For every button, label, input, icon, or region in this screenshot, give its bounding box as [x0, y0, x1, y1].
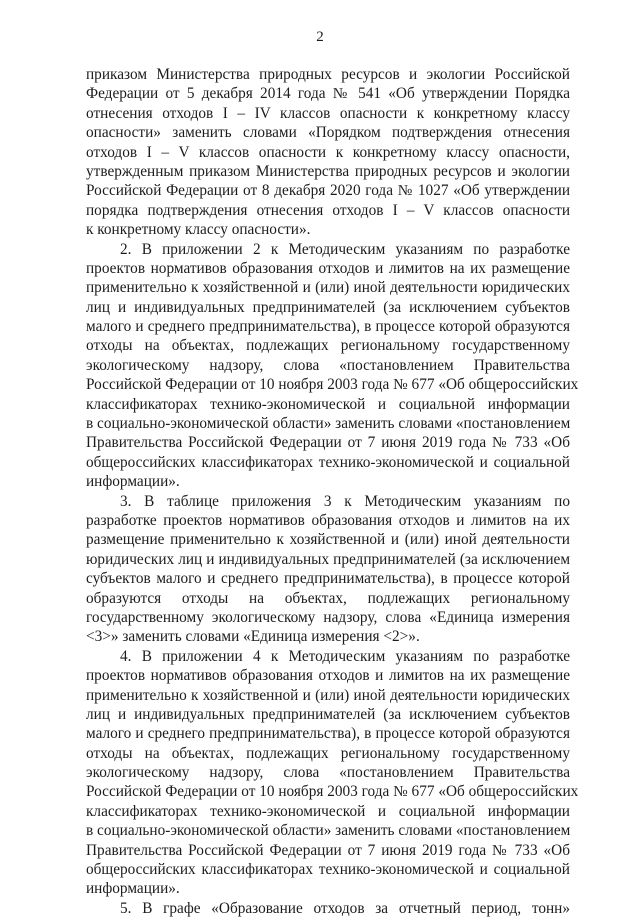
text-line: субъектов малого и среднего предпринимательства), в процессе которой	[86, 570, 570, 588]
text-line: экологическому надзору, слова «постановлением Правительства	[86, 356, 570, 374]
text-line: приказом Министерства природных ресурсов и экологии Российской	[86, 66, 570, 83]
text-line: информации».	[86, 880, 180, 898]
text-line: общероссийских классификаторах технико-экономической и социальной	[86, 861, 570, 879]
document-body	[86, 65, 579, 918]
text-line: 2. В приложении 2 к Методическим указаниям по разработке	[120, 240, 570, 258]
text-line: Российской Федерации от 10 ноября 2003 года № 677 «Об общероссийских	[86, 783, 579, 801]
text-line: <3>» заменить словами «Единица измерения <2>».	[86, 628, 420, 646]
text-line: отходов I – V классов опасности к конкретному классу опасности,	[86, 143, 570, 161]
text-line: информации».	[86, 473, 180, 491]
text-line: Российской Федерации от 10 ноября 2003 года № 677 «Об общероссийских	[86, 376, 579, 394]
text-line: образуются отходы на объектах, подлежащих региональному	[86, 589, 570, 607]
text-line: проектов нормативов образования отходов и лимитов на их размещение	[86, 259, 570, 277]
text-line: юридических лиц и индивидуальных предпринимателей (за исключением	[86, 550, 570, 568]
page-number: 2	[316, 29, 324, 45]
text-line: малого и среднего предпринимательства), в процессе которой образуются	[86, 318, 570, 336]
text-line: Правительства Российской Федерации от 7 июня 2019 года № 733 «Об	[86, 841, 570, 859]
text-line: применительно к хозяйственной и (или) иной деятельности юридических	[86, 686, 570, 704]
text-line: 5. В графе «Образование отходов за отчетный период, тонн»	[120, 899, 570, 917]
text-line: в социально-экономической области» заменить словами «постановлением	[86, 415, 571, 433]
text-line: применительно к хозяйственной и (или) иной деятельности юридических	[86, 279, 570, 297]
text-line: в социально-экономической области» заменить словами «постановлением	[86, 822, 571, 840]
text-line: экологическому надзору, слова «постановлением Правительства	[86, 764, 570, 782]
text-line: Федерации от 5 декабря 2014 года № 541 «Об утверждении Порядка	[86, 85, 570, 103]
text-line: общероссийских классификаторах технико-экономической и социальной	[86, 453, 570, 471]
text-line: проектов нормативов образования отходов и лимитов на их размещение	[86, 667, 570, 685]
text-line: Правительства Российской Федерации от 7 июня 2019 года № 733 «Об	[86, 434, 570, 452]
text-line: порядка подтверждения отнесения отходов I – V классов опасности	[86, 201, 570, 219]
text-line: 3. В таблице приложения 3 к Методическим указаниям по	[120, 492, 570, 510]
text-line: классификаторах технико-экономической и социальной информации	[86, 802, 570, 820]
text-line: лиц и индивидуальных предпринимателей (за исключением субъектов	[86, 298, 570, 316]
text-line: лиц и индивидуальных предпринимателей (за исключением субъектов	[86, 705, 570, 723]
text-line: отходы на объектах, подлежащих региональному государственному	[86, 744, 570, 762]
text-line: государственному экологическому надзору, слова «Единица измерения	[86, 608, 570, 626]
text-line: размещение применительно к хозяйственной и (или) иной деятельности	[86, 531, 570, 549]
text-line: отходы на объектах, подлежащих региональному государственному	[86, 337, 570, 355]
text-line: утвержденным приказом Министерства природных ресурсов и экологии	[86, 162, 570, 180]
text-line: к конкретному классу опасности».	[86, 221, 311, 239]
text-line: классификаторах технико-экономической и социальной информации	[86, 395, 570, 413]
text-line: 4. В приложении 4 к Методическим указаниям по разработке	[120, 647, 570, 665]
text-line: Российской Федерации от 8 декабря 2020 года № 1027 «Об утверждении	[86, 182, 570, 200]
text-line: малого и среднего предпринимательства), в процессе которой образуются	[86, 725, 570, 743]
text-line: отнесения отходов I – IV классов опасности к конкретному классу	[86, 104, 570, 122]
text-line: разработке проектов нормативов образования отходов и лимитов на их	[86, 511, 570, 529]
text-line: опасности» заменить словами «Порядком подтверждения отнесения	[86, 124, 570, 142]
